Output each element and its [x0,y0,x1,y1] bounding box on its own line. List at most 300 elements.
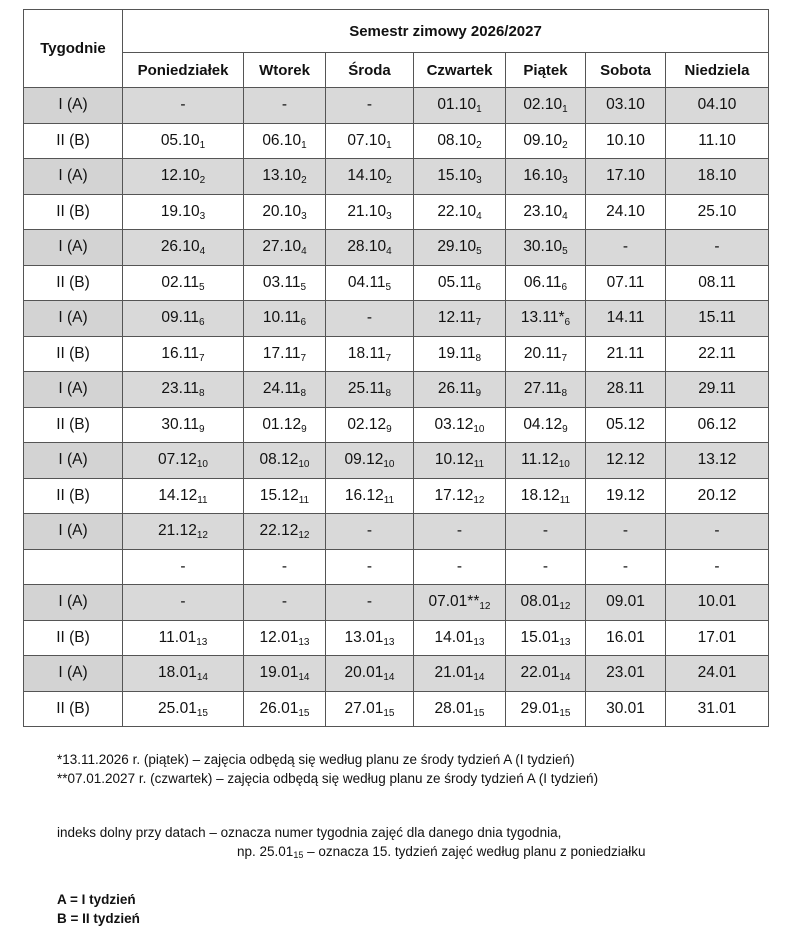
date-text: 28.10 [347,238,387,256]
date-text: 27.01 [344,699,384,717]
date-cell [586,230,666,266]
week-index: 1 [199,139,206,151]
date-text: - [281,557,288,575]
week-index: 6 [199,317,205,329]
date-cell [506,443,586,479]
date-text: 09.11 [161,309,200,327]
date-cell [506,301,586,337]
date-cell [326,478,414,514]
date-cell [326,407,414,443]
date-cell [506,514,586,550]
table-row [24,88,769,124]
week-index: 9 [386,423,392,435]
date-text: 28.01 [434,699,474,717]
date-cell [244,88,326,124]
date-cell [244,549,326,585]
week-label: II (B) [24,407,123,443]
footnote-thursday: **07.01.2027 r. (czwartek) – zajęcia odbędą się według planu ze środy tydzień A (I tydzień) [57,771,599,786]
date-text: 12.11 [437,309,476,327]
date-text: 14.10 [347,167,387,185]
date-text: 02.10 [523,96,563,114]
date-text: - [542,522,549,540]
date-text: 15.12 [259,486,299,504]
week-index: 11 [473,459,485,471]
week-label: II (B) [24,691,123,727]
date-cell [326,230,414,266]
index-example-text: – oznacza 15. tydzień zajęć według planu z poniedziałku [303,844,646,859]
date-text: 12.10 [160,167,200,185]
date-cell [244,372,326,408]
date-cell [414,585,506,621]
date-cell [123,478,244,514]
date-cell [666,514,769,550]
week-index: 9 [562,423,568,435]
date-cell [586,123,666,159]
date-cell [666,620,769,656]
date-text: 19.12 [606,486,645,504]
date-text: 20.11 [523,344,562,362]
table-row [24,301,769,337]
date-text: 22.11 [698,344,736,362]
date-cell [244,585,326,621]
week-index: 7 [475,317,482,329]
week-label: I (A) [24,585,123,621]
date-cell [244,265,326,301]
date-cell [326,265,414,301]
week-index: 9 [199,423,205,435]
week-index: 1 [476,104,482,116]
table-row [24,478,769,514]
date-cell [586,656,666,692]
week-index: 5 [300,281,307,293]
table-row [24,159,769,195]
table-row [24,443,769,479]
date-text: 03.12 [434,415,474,433]
date-cell [506,549,586,585]
date-cell [244,194,326,230]
date-cell [326,159,414,195]
date-text: 30.10 [523,238,563,256]
date-text: 20.10 [262,202,302,220]
week-index: 1 [562,104,568,116]
date-cell [123,301,244,337]
date-cell [666,585,769,621]
date-cell [666,159,769,195]
index-example-date: np. 25.01 [237,844,294,859]
date-cell [506,230,586,266]
date-cell [326,549,414,585]
date-cell [666,88,769,124]
date-cell [123,123,244,159]
date-text: - [366,309,373,327]
week-index: 6 [300,317,307,329]
week-index: 13 [196,636,208,648]
week-label: II (B) [24,620,123,656]
week-index: 12 [473,494,485,506]
date-text: 04.10 [697,96,737,114]
date-text: 11.10 [698,131,736,149]
date-cell [506,620,586,656]
date-text: 05.11 [437,273,476,291]
week-index: 7 [300,352,307,364]
date-cell [586,585,666,621]
date-text: 08.01 [520,593,560,611]
date-cell [666,336,769,372]
legend [57,890,140,928]
date-text: - [622,522,629,540]
date-cell [666,407,769,443]
week-index: 4 [199,246,206,258]
week-index: 8 [300,388,307,400]
date-text: 17.01 [697,628,737,646]
date-cell [586,372,666,408]
date-text: 19.11 [437,344,476,362]
week-index: 5 [199,281,205,293]
date-text: - [180,96,186,114]
week-index: 15 [196,707,208,719]
week-index: 10 [196,459,208,471]
date-text: 26.10 [160,238,200,256]
date-text: - [281,593,288,611]
week-index: 2 [199,175,206,187]
date-cell [123,691,244,727]
date-cell [414,88,506,124]
date-cell [506,265,586,301]
table-row [24,265,769,301]
week-index: 10 [298,459,310,471]
legend-a: A = I tydzień [57,892,136,907]
date-text: 09.01 [606,593,645,611]
date-cell [666,656,769,692]
date-text: 05.12 [606,415,645,433]
date-cell [244,230,326,266]
date-text: 16.12 [344,486,384,504]
week-label: I (A) [24,372,123,408]
date-text: 18.11 [347,344,386,362]
date-text: 23.01 [606,664,645,682]
date-text: - [281,96,288,114]
week-index: 8 [561,388,568,400]
week-label: II (B) [24,478,123,514]
date-text: 10.01 [697,593,737,611]
date-text: 14.12 [158,486,198,504]
date-cell [326,691,414,727]
day-header: Poniedziałek [123,53,244,88]
legend-b: B = II tydzień [57,911,140,926]
date-text: 16.11 [161,344,200,362]
date-text: 23.11 [161,380,200,398]
date-text: 14.01 [434,628,474,646]
week-index: 9 [475,388,482,400]
week-label: I (A) [24,230,123,266]
date-text: 04.11 [347,273,386,291]
week-index: 11 [383,494,395,506]
date-text: - [180,593,186,611]
date-cell [506,691,586,727]
week-index: 12 [196,530,208,542]
date-cell [666,549,769,585]
date-text: 10.10 [606,131,645,149]
date-text: - [542,557,549,575]
date-cell [586,514,666,550]
week-label: I (A) [24,443,123,479]
day-header: Środa [326,53,414,88]
date-cell [123,514,244,550]
week-index: 13 [383,636,395,648]
week-label: II (B) [24,265,123,301]
week-index: 3 [301,210,307,222]
date-text: 13.01 [344,628,384,646]
date-text: 12.12 [606,451,645,469]
date-text: 12.01 [259,628,299,646]
date-cell [414,549,506,585]
date-text: - [366,522,373,540]
date-text: 30.11 [161,415,200,433]
date-cell [666,194,769,230]
date-text: 26.01 [259,699,299,717]
date-cell [244,656,326,692]
week-index: 7 [385,352,392,364]
week-index: 8 [475,352,482,364]
week-label [24,549,123,585]
date-text: 21.01 [434,664,474,682]
footnotes [57,750,598,788]
week-index: 13 [298,636,310,648]
date-cell [414,514,506,550]
date-text: 10.11 [262,309,301,327]
index-explanation [57,823,646,865]
date-cell [414,265,506,301]
date-cell [326,443,414,479]
date-cell [326,336,414,372]
date-cell [123,443,244,479]
date-cell [586,443,666,479]
date-cell [244,159,326,195]
date-text: 06.10 [262,131,302,149]
day-header: Wtorek [244,53,326,88]
date-text: 06.12 [697,415,737,433]
table-row [24,691,769,727]
week-index: 13 [559,636,571,648]
date-text: 10.12 [434,451,474,469]
week-index: 14 [298,672,310,684]
week-index: 4 [386,246,392,258]
date-cell [506,656,586,692]
date-text: - [456,522,463,540]
week-index: 13 [473,636,485,648]
week-label: I (A) [24,301,123,337]
table-row [24,407,769,443]
date-text: 17.10 [606,167,645,185]
date-cell [326,620,414,656]
date-cell [414,159,506,195]
date-cell [414,620,506,656]
week-index: 3 [476,175,482,187]
week-index: 7 [561,352,568,364]
date-text: 27.10 [262,238,302,256]
date-cell [586,265,666,301]
week-index: 8 [199,388,205,400]
date-cell [506,585,586,621]
date-text: 11.12 [521,451,559,469]
date-cell [506,88,586,124]
date-cell [244,691,326,727]
date-text: 02.11 [161,273,200,291]
date-cell [506,372,586,408]
date-cell [586,88,666,124]
date-text: 17.11 [262,344,301,362]
date-text: 21.10 [347,202,387,220]
date-text: - [714,238,720,256]
date-cell [326,123,414,159]
date-text: 24.10 [606,202,645,220]
date-text: 05.10 [160,131,200,149]
date-cell [123,265,244,301]
date-cell [326,656,414,692]
date-cell [414,478,506,514]
semester-title: Semestr zimowy 2026/2027 [123,10,769,53]
date-cell [586,549,666,585]
date-text: 25.11 [347,380,386,398]
date-cell [506,159,586,195]
week-label: II (B) [24,123,123,159]
date-text: 08.12 [259,451,299,469]
date-text: - [456,557,463,575]
week-index: 14 [473,672,485,684]
date-text: 13.10 [262,167,302,185]
date-cell [326,585,414,621]
date-cell [414,230,506,266]
date-cell [244,443,326,479]
date-cell [244,336,326,372]
date-text: - [622,238,629,256]
date-cell [586,159,666,195]
schedule-table [23,9,769,727]
date-cell [666,443,769,479]
date-text: 21.12 [158,522,197,540]
date-text: 22.10 [437,202,477,220]
week-index: 11 [559,494,571,506]
date-cell [123,549,244,585]
table-row [24,336,769,372]
week-index: 10 [383,459,395,471]
date-cell [244,123,326,159]
date-text: 30.01 [606,699,645,717]
date-text: 08.10 [437,131,477,149]
day-header: Niedziela [666,53,769,88]
date-text: 31.01 [697,699,737,717]
date-cell [586,691,666,727]
date-text: 20.12 [697,486,737,504]
week-label: II (B) [24,336,123,372]
date-text: 19.01 [259,664,299,682]
date-text: 17.12 [434,486,474,504]
date-text: 25.10 [697,202,737,220]
date-text: 07.12 [158,451,197,469]
date-text: - [366,557,373,575]
date-cell [123,585,244,621]
week-label: I (A) [24,514,123,550]
date-text: 08.11 [698,273,736,291]
week-index: 5 [476,246,482,258]
week-index: 8 [385,388,392,400]
date-cell [326,88,414,124]
date-cell [506,336,586,372]
date-cell [123,336,244,372]
date-text: 15.11 [698,309,736,327]
date-text: 06.11 [523,273,562,291]
date-text: 16.01 [606,628,645,646]
date-cell [666,478,769,514]
week-index: 10 [473,423,485,435]
date-cell [326,301,414,337]
date-text: 07.11 [606,273,645,291]
date-cell [244,407,326,443]
index-example-sub: 15 [293,850,304,860]
date-cell [586,336,666,372]
week-index: 10 [558,459,570,471]
week-index: 14 [383,672,395,684]
week-index: 6 [561,281,568,293]
date-text: 07.01** [428,593,480,611]
date-text: 24.11 [262,380,301,398]
date-text: 20.01 [344,664,384,682]
date-cell [666,123,769,159]
date-text: 11.01 [158,628,197,646]
week-index: 15 [298,707,310,719]
date-text: 27.11 [523,380,562,398]
week-index: 12 [479,601,491,613]
date-cell [414,407,506,443]
date-text: 15.10 [437,167,477,185]
date-text: 09.10 [523,131,563,149]
date-text: 09.12 [344,451,384,469]
date-text: 23.10 [523,202,563,220]
date-text: 26.11 [437,380,476,398]
date-cell [506,123,586,159]
week-index: 4 [476,210,482,222]
date-text: 25.01 [158,699,197,717]
date-text: - [622,557,629,575]
date-cell [123,407,244,443]
week-index: 5 [562,246,568,258]
date-text: 01.10 [437,96,477,114]
date-cell [123,656,244,692]
date-text: - [714,522,720,540]
week-index: 2 [476,139,482,151]
week-index: 1 [386,139,392,151]
table-row [24,123,769,159]
table-row [24,194,769,230]
index-example-line [57,842,646,865]
date-text: - [366,96,373,114]
week-label: I (A) [24,88,123,124]
date-text: 15.01 [520,628,560,646]
date-text: 24.01 [697,664,737,682]
day-header: Piątek [506,53,586,88]
week-index: 6 [475,281,482,293]
table-row [24,620,769,656]
date-cell [666,691,769,727]
date-text: 13.12 [697,451,737,469]
date-cell [244,478,326,514]
week-index: 3 [199,210,206,222]
date-text: 02.12 [347,415,387,433]
weeks-header: Tygodnie [24,10,123,88]
date-text: 18.10 [697,167,737,185]
date-cell [123,230,244,266]
week-index: 2 [301,175,307,187]
